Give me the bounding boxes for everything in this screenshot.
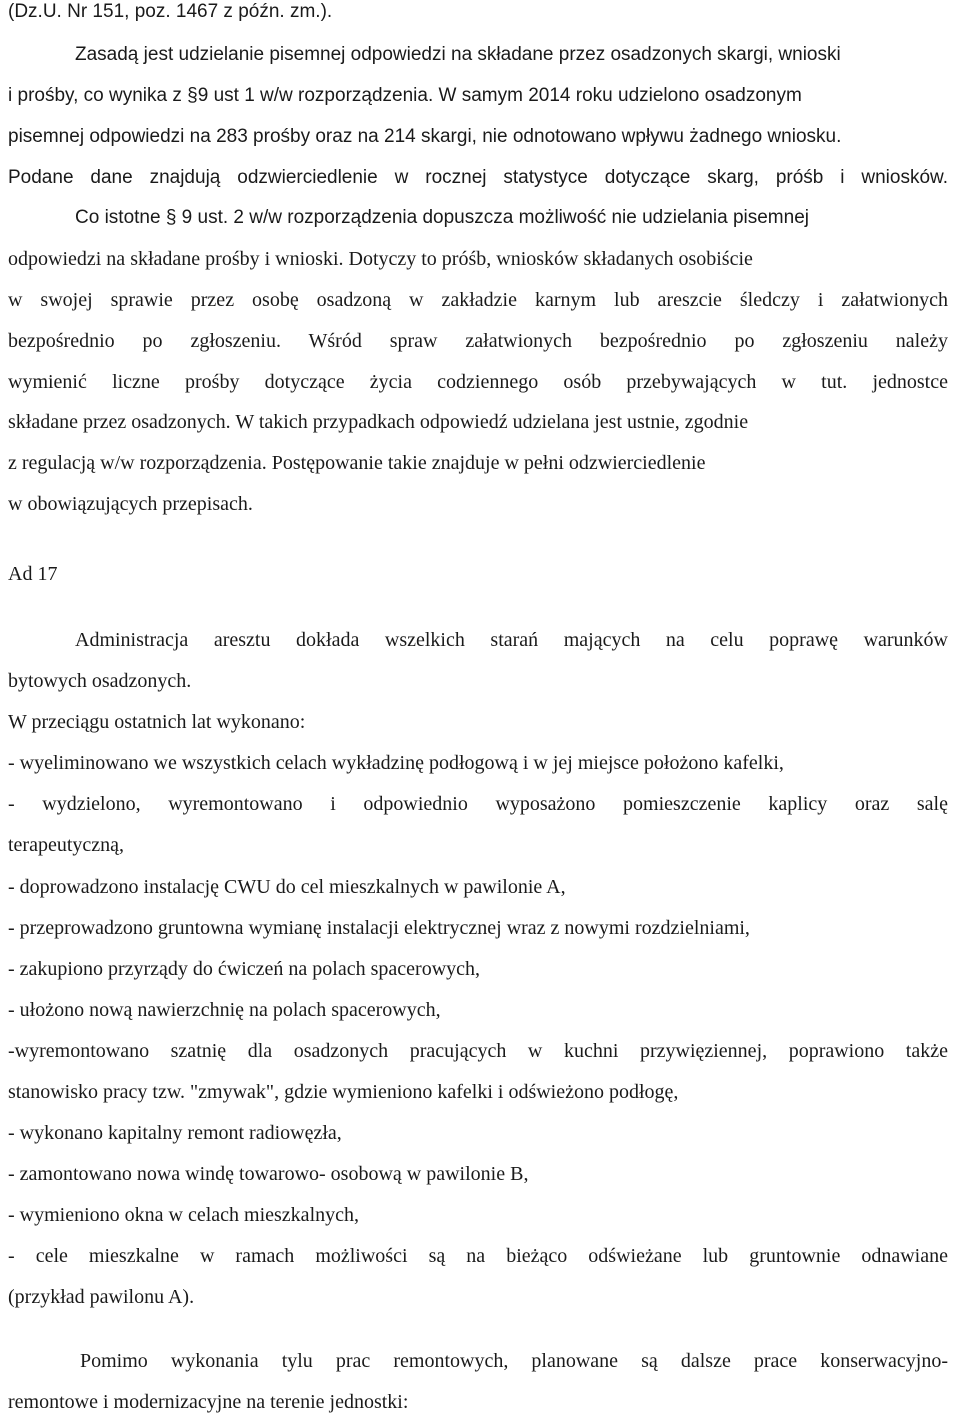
- section-heading: Ad 17: [8, 563, 58, 585]
- list-item: - wymieniono okna w celach mieszkalnych,: [8, 1204, 359, 1226]
- list-item: - zamontowano nowa windę towarowo- osobową w pawilonie B,: [8, 1163, 529, 1185]
- paragraph-line: wymienić liczne prośby dotyczące życia codziennego osób przebywających w tut. jednostce: [8, 371, 948, 393]
- list-item-continuation: stanowisko pracy tzw. "zmywak", gdzie wymieniono kafelki i odświeżono podłogę,: [8, 1081, 679, 1103]
- paragraph-line: w obowiązujących przepisach.: [8, 493, 253, 515]
- list-item: - wykonano kapitalny remont radiowęzła,: [8, 1122, 342, 1144]
- paragraph-line: bezpośrednio po zgłoszeniu. Wśród spraw załatwionych bezpośrednio po zgłoszeniu należy: [8, 330, 948, 352]
- paragraph-line: odpowiedzi na składane prośby i wnioski. Dotyczy to próśb, wniosków składanych osobiście: [8, 248, 753, 270]
- paragraph-line: i prośby, co wynika z §9 ust 1 w/w rozporządzenia. W samym 2014 roku udzielono osadzonym: [8, 85, 802, 106]
- citation-line: (Dz.U. Nr 151, poz. 1467 z późn. zm.).: [8, 1, 333, 22]
- list-item: - wyeliminowano we wszystkich celach wykładzinę podłogową i w jej miejsce położono kafelki,: [8, 752, 784, 774]
- paragraph-line: składane przez osadzonych. W takich przypadkach odpowiedź udzielana jest ustnie, zgodnie: [8, 411, 749, 433]
- list-item: - cele mieszkalne w ramach możliwości są na bieżąco odświeżane lub gruntownie odnawiane: [8, 1245, 948, 1267]
- list-item: - ułożono nową nawierzchnię na polach spacerowych,: [8, 999, 441, 1021]
- paragraph-line: Podane dane znajdują odzwierciedlenie w rocznej statystyce dotyczące skarg, próśb i wniosków.: [8, 167, 948, 188]
- list-item: - przeprowadzono gruntowna wymianę instalacji elektrycznej wraz z nowymi rozdzielniami,: [8, 917, 750, 939]
- list-item-continuation: terapeutyczną,: [8, 834, 125, 856]
- paragraph-line: Administracja aresztu dokłada wszelkich starań mających na celu poprawę warunków: [75, 629, 948, 651]
- list-item: -wyremontowano szatnię dla osadzonych pracujących w kuchni przywięziennej, poprawiono także: [8, 1040, 948, 1062]
- paragraph-line: Co istotne § 9 ust. 2 w/w rozporządzenia dopuszcza możliwość nie udzielania pisemnej: [75, 207, 809, 228]
- paragraph-line: remontowe i modernizacyjne na terenie jednostki:: [8, 1391, 409, 1413]
- list-item: - zakupiono przyrządy do ćwiczeń na polach spacerowych,: [8, 958, 481, 980]
- paragraph-line: Pomimo wykonania tylu prac remontowych, planowane są dalsze prace konserwacyjno-: [80, 1350, 948, 1372]
- paragraph-line: W przeciągu ostatnich lat wykonano:: [8, 711, 306, 733]
- list-item-continuation: (przykład pawilonu A).: [8, 1286, 195, 1308]
- paragraph-line: z regulacją w/w rozporządzenia. Postępowanie takie znajduje w pełni odzwierciedlenie: [8, 452, 706, 474]
- paragraph-line: pisemnej odpowiedzi na 283 prośby oraz na 214 skargi, nie odnotowano wpływu żadnego wniosku.: [8, 126, 842, 147]
- paragraph-line: Zasadą jest udzielanie pisemnej odpowiedzi na składane przez osadzonych skargi, wnioski: [75, 44, 841, 65]
- paragraph-line: bytowych osadzonych.: [8, 670, 192, 692]
- paragraph-line: w swojej sprawie przez osobę osadzoną w zakładzie karnym lub areszcie śledczy i załatwionych: [8, 289, 948, 311]
- list-item: - doprowadzono instalację CWU do cel mieszkalnych w pawilonie A,: [8, 876, 566, 898]
- list-item: - wydzielono, wyremontowano i odpowiednio wyposażono pomieszczenie kaplicy oraz salę: [8, 793, 948, 815]
